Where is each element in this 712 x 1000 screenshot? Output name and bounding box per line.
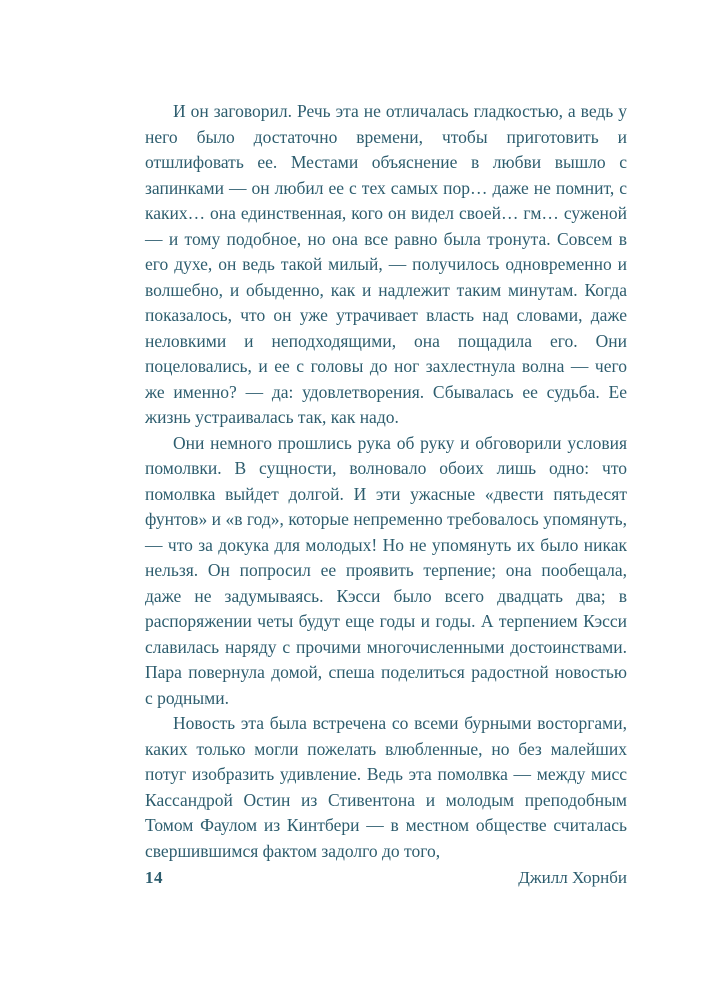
page-footer — [145, 868, 627, 888]
paragraph-1: И он заговорил. Речь эта не отличалась гладкостью, а ведь у него было достаточно времени, чтобы приготовить и отшлифовать ее. Местами объяснение в любви вышло с запинками — он любил ее с тех самых пор… даже не помнит, с каких… она единственная, кого он видел своей… гм… суженой — и тому подобное, но она все равно была тронута. Совсем в его духе, он ведь такой милый, — получилось одновременно и волшебно, и обыденно, как и надлежит таким минутам. Когда показалось, что он уже утрачивает власть над словами, даже неловкими и неподходящими, она пощадила его. Они поцеловались, и ее с головы до ног захлестнула волна — чего же именно? — да: удовлетворения. Сбывалась ее судьба. Ее жизнь устраивалась так, как надо. — [145, 101, 627, 427]
paragraph-3: Новость эта была встречена со всеми бурными восторгами, каких только могли пожелать влюбленные, но без малейших потуг изобразить удивление. Ведь эта помолвка — между мисс Кассандрой Остин из Стивентона и молодым преподобным Томом Фаулом из Кинтбери — в местном обществе считалась свершившимся фактом задолго до того, — [145, 713, 627, 861]
page-text — [145, 99, 627, 864]
paragraph-2: Они немного прошлись рука об руку и обговорили условия помолвки. В сущности, волновало обоих лишь одно: что помолвка выйдет долгой. И эти ужасные «двести пятьдесят фунтов» и «в год», которые непременно требовалось упомянуть, — что за докука для молодых! Но не упомянуть их было никак нельзя. Он попросил ее проявить терпение; она пообещала, даже не задумываясь. Кэсси было всего двадцать два; в распоряжении четы будут еще годы и годы. А терпением Кэсси славилась наряду с прочими многочисленными достоинствами. Пара повернула домой, спеша поделиться радостной новостью с родными. — [145, 432, 627, 708]
page-number: 14 — [145, 868, 163, 887]
running-footer-author: Джилл Хорнби — [518, 868, 627, 887]
